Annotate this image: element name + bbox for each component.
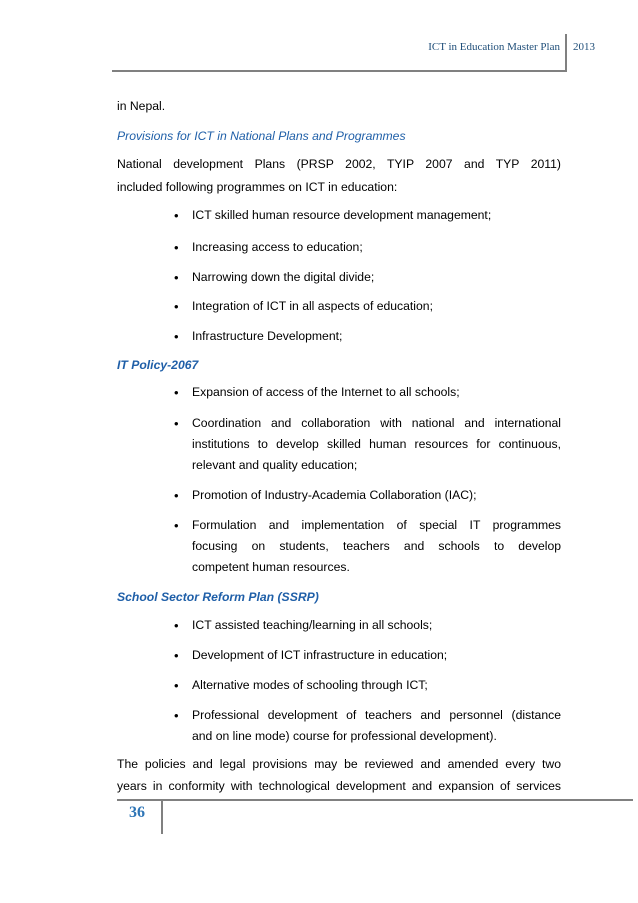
list-item: Professional development of teachers and personnel (distance and on line mode) course for professional development). xyxy=(192,708,561,743)
list-item: Coordination and collaboration with national and international institutions to develop skilled human resources for continuous, relevant and quality education; xyxy=(192,416,561,472)
list-item: Promotion of Industry-Academia Collaboration (IAC); xyxy=(192,488,477,502)
heading-it-policy: IT Policy-2067 xyxy=(117,358,199,372)
list-item: Alternative modes of schooling through ICT; xyxy=(192,678,428,692)
bullet-icon: • xyxy=(174,708,179,723)
bullet-icon: • xyxy=(174,416,179,431)
heading-ssrp: School Sector Reform Plan (SSRP) xyxy=(117,590,319,604)
closing-paragraph-line-1: The policies and legal provisions may be reviewed and amended every two xyxy=(117,757,561,771)
list-item: Development of ICT infrastructure in education; xyxy=(192,648,448,662)
bullet-icon: • xyxy=(174,329,179,344)
bullet-icon: • xyxy=(174,208,179,223)
bullet-icon: • xyxy=(174,385,179,400)
header-year: 2013 xyxy=(573,41,595,53)
footer-divider-horizontal xyxy=(117,799,633,801)
text-in-nepal: in Nepal. xyxy=(117,99,166,113)
paragraph-national-line-2: included following programmes on ICT in education: xyxy=(117,180,398,194)
bullet-icon: • xyxy=(174,299,179,314)
header-title: ICT in Education Master Plan xyxy=(428,41,560,53)
bullet-icon: • xyxy=(174,618,179,633)
bullet-icon: • xyxy=(174,240,179,255)
list-item: Infrastructure Development; xyxy=(192,329,343,343)
paragraph-national-line-1: National development Plans (PRSP 2002, TYIP 2007 and TYP 2011) xyxy=(117,157,561,171)
list-item: ICT skilled human resource development management; xyxy=(192,208,492,222)
list-item: Narrowing down the digital divide; xyxy=(192,270,375,284)
bullet-icon: • xyxy=(174,270,179,285)
list-item: Increasing access to education; xyxy=(192,240,363,254)
bullet-icon: • xyxy=(174,488,179,503)
header-divider-vertical xyxy=(565,34,567,72)
header-divider-horizontal xyxy=(112,70,566,72)
closing-paragraph-line-2: years in conformity with technological development and expansion of services xyxy=(117,779,561,793)
heading-provisions: Provisions for ICT in National Plans and Programmes xyxy=(117,129,406,143)
bullet-icon: • xyxy=(174,648,179,663)
list-item: Integration of ICT in all aspects of education; xyxy=(192,299,433,313)
page-number: 36 xyxy=(129,804,145,821)
bullet-icon: • xyxy=(174,678,179,693)
footer-divider-vertical xyxy=(161,800,163,834)
list-item: ICT assisted teaching/learning in all schools; xyxy=(192,618,433,632)
bullet-icon: • xyxy=(174,518,179,533)
list-item: Formulation and implementation of special IT programmes focusing on students, teachers and schools to develop competent human resources. xyxy=(192,518,561,574)
list-item: Expansion of access of the Internet to all schools; xyxy=(192,385,460,399)
